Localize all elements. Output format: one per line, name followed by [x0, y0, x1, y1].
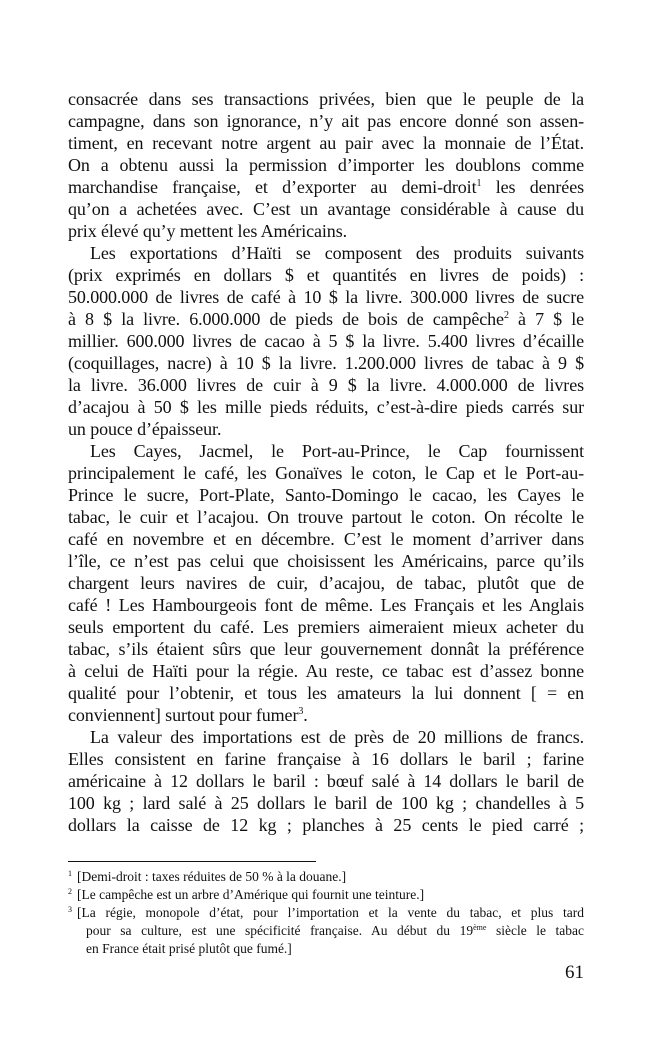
text-line [68, 198, 584, 220]
line-text: principalement le café, les Gonaïves le coton, le Cap et le Port-au- [68, 463, 584, 483]
footnote [68, 868, 584, 886]
text-line [68, 440, 584, 462]
text-line [68, 220, 584, 242]
text-line [68, 308, 584, 330]
line-text: en France était prisé plutôt que fumé.] [86, 941, 292, 956]
text-line [68, 616, 584, 638]
footnote-reference: 1 [476, 178, 482, 189]
text-line [68, 352, 584, 374]
footnote-line [68, 904, 584, 922]
text-line [68, 792, 584, 814]
line-text: d’acajou à 50 $ les mille pieds réduits, c’est-à-dire pieds carrés sur [68, 397, 584, 417]
paragraph [68, 726, 584, 836]
line-text: Elles consistent en farine française à 16 dollars le baril ; farine [68, 749, 584, 769]
text-line [68, 154, 584, 176]
line-text: tabac, le cuir et l’acajou. On trouve partout le coton. On récolte le [68, 507, 584, 527]
text-line [68, 814, 584, 836]
line-text: dollars la caisse de 12 kg ; planches à 25 cents le pied carré ; [68, 815, 584, 835]
line-text: Les exportations d’Haïti se composent des produits suivants [90, 243, 584, 263]
line-text: tabac, s’ils étaient sûrs que leur gouvernement donnât la préférence [68, 639, 584, 659]
footnote-line [68, 940, 584, 958]
text-line [68, 286, 584, 308]
line-text: . [303, 705, 308, 725]
line-text: qu’on a achetées avec. C’est un avantage considérable à cause du [68, 199, 584, 219]
footnote-number: 2 [68, 887, 72, 896]
text-line [68, 726, 584, 748]
line-text: (prix exprimés en dollars $ et quantités en livres de poids) : [68, 265, 584, 285]
text-line [68, 176, 584, 198]
footnote-reference: 3 [298, 706, 304, 717]
line-text: [Le campêche est un arbre d’Amérique qui fournit une teinture.] [77, 887, 425, 902]
line-text: la livre. 36.000 livres de cuir à 9 $ la livre. 4.000.000 de livres [68, 375, 584, 395]
line-text: prix élevé qu’y mettent les Américains. [68, 221, 348, 241]
text-line [68, 660, 584, 682]
text-line [68, 572, 584, 594]
footnote-reference: 2 [503, 310, 509, 321]
paragraph [68, 88, 584, 242]
line-text: campagne, dans son ignorance, n’y ait pas encore donné son assen- [68, 111, 584, 131]
text-line [68, 242, 584, 264]
text-line [68, 462, 584, 484]
footnote-line [68, 886, 584, 904]
text-line [68, 330, 584, 352]
text-line [68, 704, 584, 726]
text-line [68, 88, 584, 110]
line-text: l’île, ce n’est pas celui que choisissent les Américains, parce qu’ils [68, 551, 584, 571]
line-text: à celui de Haïti pour la régie. Au reste, ce tabac est d’assez bonne [68, 661, 584, 681]
text-line [68, 110, 584, 132]
line-text: consacrée dans ses transactions privées, bien que le peuple de la [68, 89, 584, 109]
text-line [68, 528, 584, 550]
line-text: 50.000.000 de livres de café à 10 $ la livre. 300.000 livres de sucre [68, 287, 584, 307]
text-line [68, 396, 584, 418]
paragraph [68, 440, 584, 726]
text-line [68, 264, 584, 286]
page-number: 61 [565, 962, 584, 983]
line-text: 100 kg ; lard salé à 25 dollars le baril de 100 kg ; chandelles à 5 [68, 793, 584, 813]
footnote-number: 1 [68, 869, 72, 878]
footnote [68, 886, 584, 904]
footnotes [68, 868, 584, 958]
footnote-line [68, 868, 584, 886]
superscript: ème [473, 923, 487, 932]
footnote-separator [68, 861, 316, 862]
line-text: [La régie, monopole d’état, pour l’importation et la vente du tabac, et plus tard [77, 905, 584, 920]
line-text: café ! Les Hambourgeois font de même. Les Français et les Anglais [68, 595, 584, 615]
line-text: seuls emportent du café. Les premiers aimeraient mieux acheter du [68, 617, 584, 637]
text-line [68, 638, 584, 660]
line-text: qualité pour l’obtenir, et tous les amateurs la lui donnent [ = en [68, 683, 584, 703]
footnote [68, 904, 584, 958]
line-text: conviennent] surtout pour fumer [68, 705, 299, 725]
line-text: les denrées [481, 177, 584, 197]
line-text: Les Cayes, Jacmel, le Port-au-Prince, le Cap fournissent [90, 441, 584, 461]
footnote-line [68, 922, 584, 940]
footnote-number: 3 [68, 905, 72, 914]
text-line [68, 418, 584, 440]
line-text: à 7 $ le [508, 309, 584, 329]
line-text: à 8 $ la livre. 6.000.000 de pieds de bois de campêche [68, 309, 504, 329]
line-text: marchandise française, et d’exporter au demi-droit [68, 177, 477, 197]
line-text: [Demi-droit : taxes réduites de 50 % à la douane.] [77, 869, 347, 884]
line-text: chargent leurs navires de cuir, d’acajou, de tabac, plutôt que de [68, 573, 584, 593]
line-text: américaine à 12 dollars le baril : bœuf salé à 14 dollars le baril de [68, 771, 584, 791]
line-text: café en novembre et en décembre. C’est le moment d’arriver dans [68, 529, 584, 549]
text-line [68, 484, 584, 506]
line-text: Prince le sucre, Port-Plate, Santo-Domingo le cacao, les Cayes le [68, 485, 584, 505]
line-text: pour sa culture, est une spécificité française. Au début du 19 [86, 923, 474, 938]
text-line [68, 132, 584, 154]
line-text: millier. 600.000 livres de cacao à 5 $ la livre. 5.400 livres d’écaille [68, 331, 584, 351]
text-line [68, 594, 584, 616]
text-line [68, 550, 584, 572]
body-text [68, 88, 584, 836]
text-line [68, 506, 584, 528]
text-line [68, 374, 584, 396]
line-text: timent, en recevant notre argent au pair avec la monnaie de l’État. [68, 133, 584, 153]
text-line [68, 770, 584, 792]
line-text: un pouce d’épaisseur. [68, 419, 222, 439]
line-text: (coquillages, nacre) à 10 $ la livre. 1.200.000 livres de tabac à 9 $ [68, 353, 584, 373]
text-line [68, 748, 584, 770]
line-text: siècle le tabac [486, 923, 584, 938]
line-text: La valeur des importations est de près de 20 millions de francs. [90, 727, 584, 747]
line-text: On a obtenu aussi la permission d’importer les doublons comme [68, 155, 584, 175]
paragraph [68, 242, 584, 440]
text-line [68, 682, 584, 704]
